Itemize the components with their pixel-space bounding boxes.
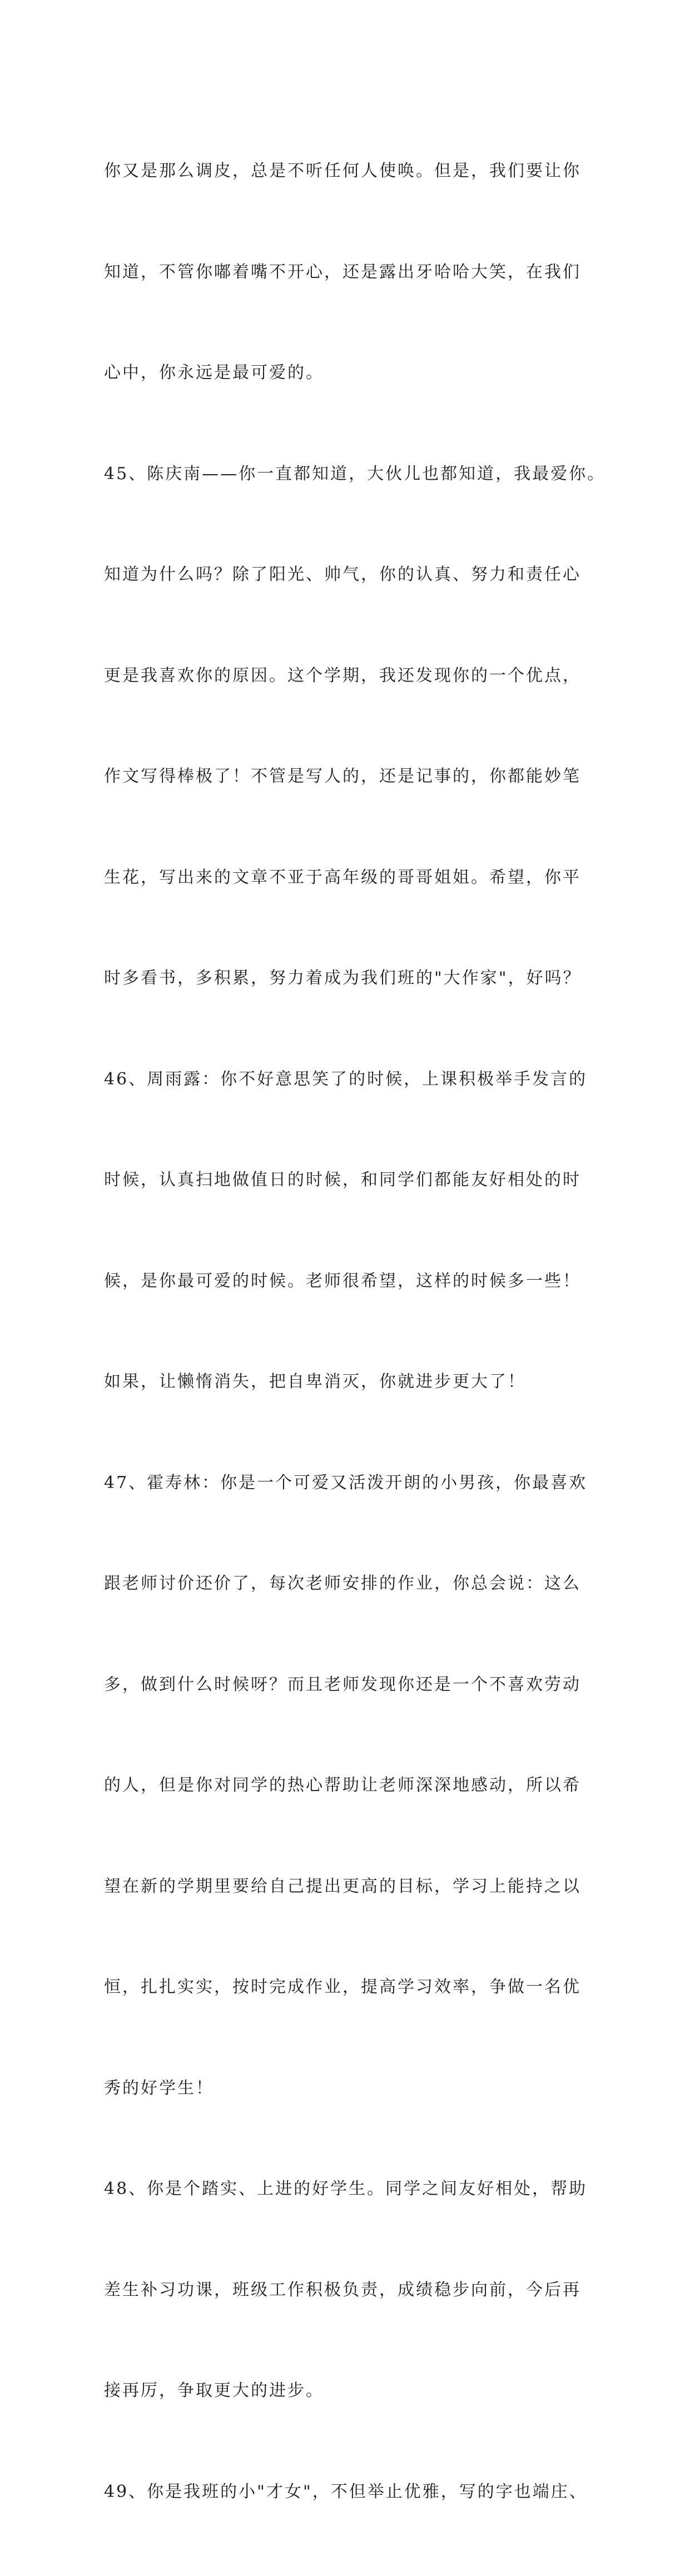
text-line: 47、霍寿林：你是一个可爱又活泼开朗的小男孩，你最喜欢 — [104, 1473, 588, 1493]
text-line: 多，做到什么时候呀？而且老师发现你还是一个不喜欢劳动 — [104, 1674, 581, 1694]
text-line: 接再厉，争取更大的进步。 — [104, 2381, 324, 2400]
text-line: 作文写得棒极了！不管是写人的，还是记事的，你都能妙笔 — [104, 767, 581, 786]
text-line: 的人，但是你对同学的热心帮助让老师深深地感动，所以希 — [104, 1776, 581, 1795]
text-line: 候，是你最可爱的时候。老师很希望，这样的时候多一些！ — [104, 1271, 581, 1291]
text-line: 恒，扎扎实实，按时完成作业，提高学习效率，争做一名优 — [104, 1977, 581, 1997]
text-line: 生花，写出来的文章不亚于高年级的哥哥姐姐。希望，你平 — [104, 867, 581, 887]
text-line: 时多看书，多积累，努力着成为我们班的"大作家"，好吗？ — [104, 968, 582, 988]
text-line: 知道为什么吗？除了阳光、帅气，你的认真、努力和责任心 — [104, 565, 581, 584]
text-line: 45、陈庆南——你一直都知道，大伙儿也都知道，我最爱你。 — [104, 464, 606, 484]
text-line: 如果，让懒惰消失，把自卑消灭，你就进步更大了！ — [104, 1372, 526, 1391]
text-line: 知道，不管你嘟着嘴不开心，还是露出牙哈哈大笑，在我们 — [104, 262, 581, 282]
text-line: 更是我喜欢你的原因。这个学期，我还发现你的一个优点， — [104, 665, 581, 685]
text-line: 49、你是我班的小"才女"，不但举止优雅，写的字也端庄、 — [104, 2481, 588, 2502]
text-line: 秀的好学生！ — [104, 2078, 214, 2098]
text-line: 时候，认真扫地做值日的时候，和同学们都能友好相处的时 — [104, 1170, 581, 1190]
text-line: 心中，你永远是最可爱的。 — [104, 363, 324, 382]
text-line: 46、周雨露：你不好意思笑了的时候，上课积极举手发言的 — [104, 1069, 588, 1089]
text-line: 48、你是个踏实、上进的好学生。同学之间友好相处，帮助 — [104, 2179, 588, 2199]
text-line: 跟老师讨价还价了，每次老师安排的作业，你总会说：这么 — [104, 1574, 581, 1593]
text-line: 望在新的学期里要给自己提出更高的目标，学习上能持之以 — [104, 1876, 581, 1896]
text-line: 你又是那么调皮，总是不听任何人使唤。但是，我们要让你 — [104, 161, 581, 181]
text-line: 差生补习功课，班级工作积极负责，成绩稳步向前，今后再 — [104, 2280, 581, 2300]
body-text — [104, 87, 606, 2576]
